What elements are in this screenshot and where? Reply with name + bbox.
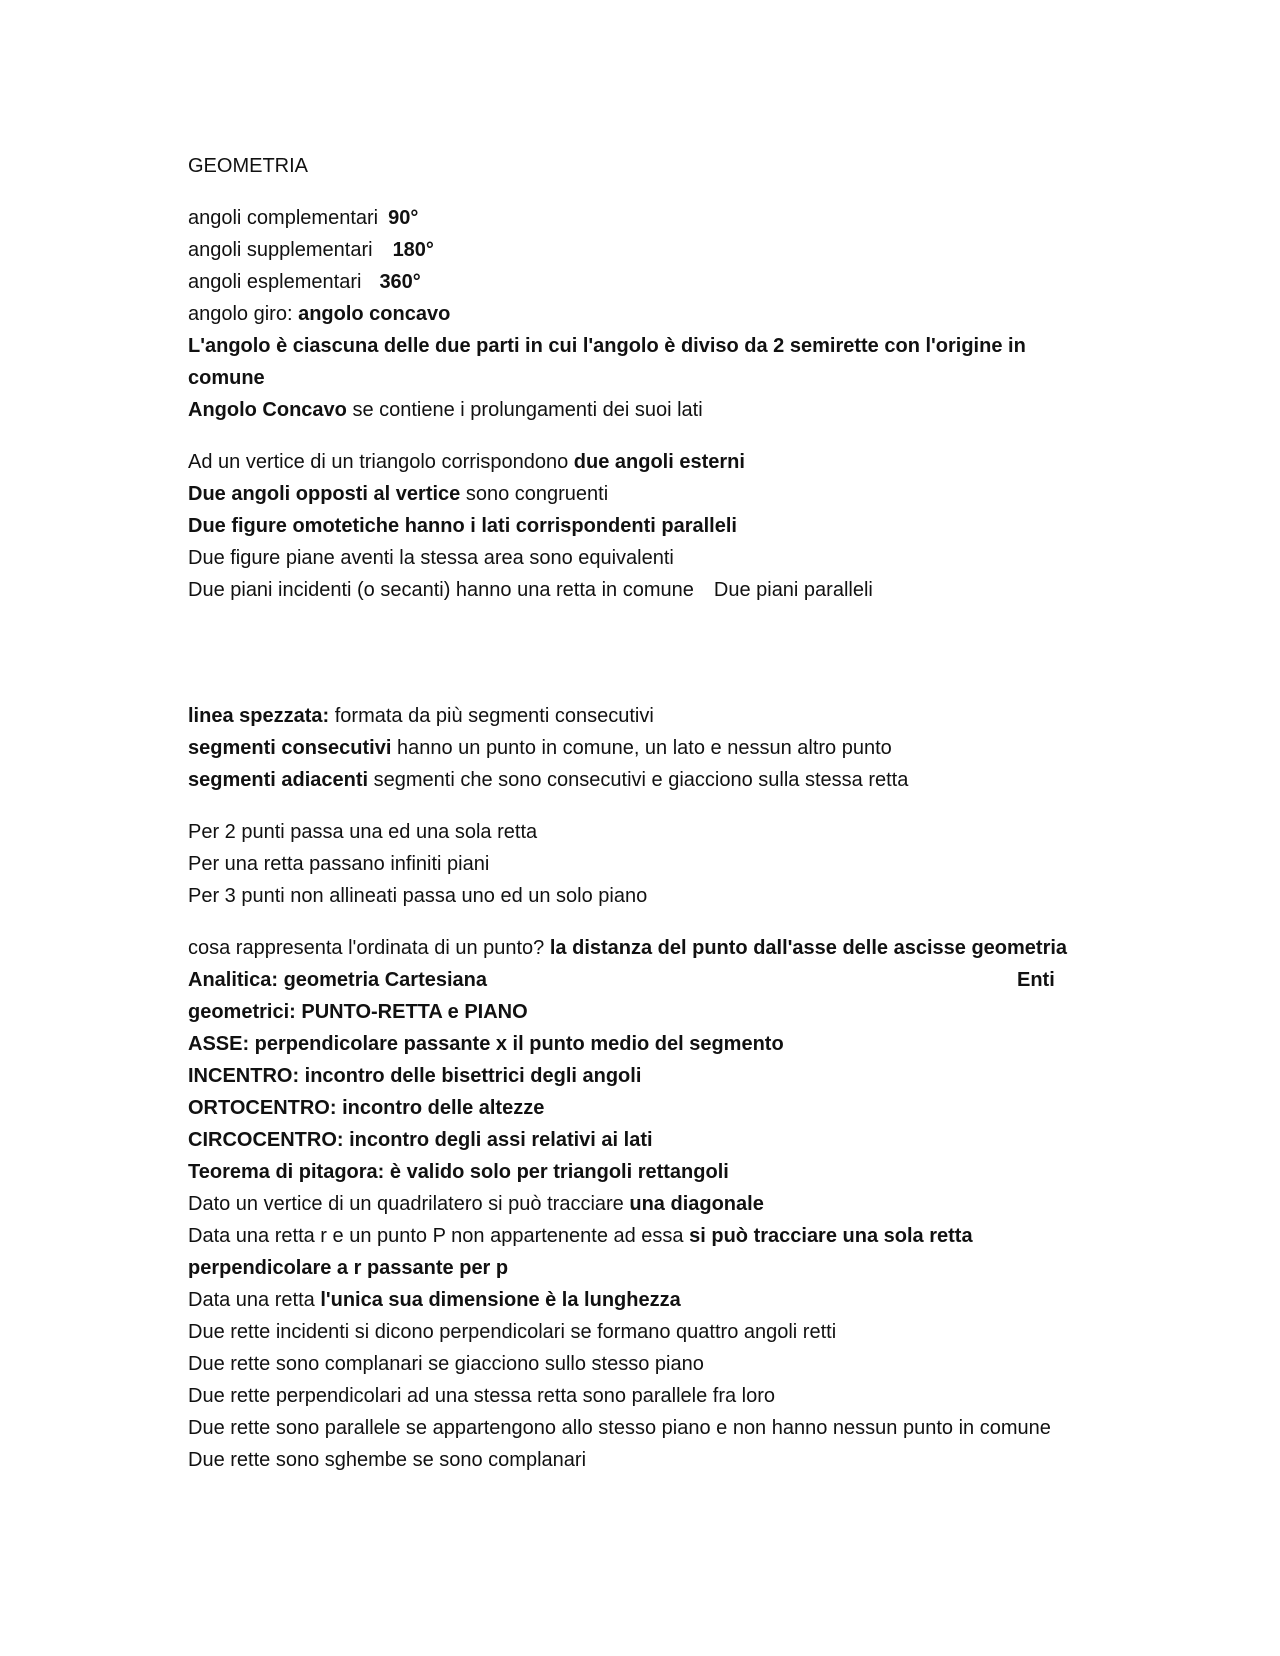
document-title: GEOMETRIA bbox=[188, 155, 309, 177]
line-ordinata: cosa rappresenta l'ordinata di un punto? la distanza del punto dall'asse delle ascisse geometria Analitica: geometria Cartesiana Enti geometrici: PUNTO-RETTA e PIANO bbox=[188, 937, 1068, 1023]
line-circocentro: CIRCOCENTRO: incontro degli assi relativi ai lati bbox=[188, 1129, 653, 1151]
line-segmenti-consecutivi: segmenti consecutivi hanno un punto in comune, un lato e nessun altro punto bbox=[188, 737, 892, 759]
line-una-retta: Per una retta passano infiniti piani bbox=[188, 853, 490, 875]
line-retta-punto: Data una retta r e un punto P non appartenente ad essa si può tracciare una sola retta perpendicolare a r passante per p bbox=[188, 1225, 973, 1279]
line-incentro: INCENTRO: incontro delle bisettrici degli angoli bbox=[188, 1065, 642, 1087]
line-angolo-concavo: Angolo Concavo se contiene i prolungamenti dei suoi lati bbox=[188, 399, 703, 421]
line-angolo-giro: angolo giro: angolo concavo bbox=[188, 303, 451, 325]
line-esplementari: angoli esplementari 360° bbox=[188, 271, 421, 293]
line-ortocentro: ORTOCENTRO: incontro delle altezze bbox=[188, 1097, 545, 1119]
line-rette-perpendicolari: Due rette incidenti si dicono perpendicolari se formano quattro angoli retti bbox=[188, 1321, 837, 1343]
document-page bbox=[188, 150, 1088, 1496]
line-segmenti-adiacenti: segmenti adiacenti segmenti che sono consecutivi e giacciono sulla stessa retta bbox=[188, 769, 909, 791]
line-piani-incidenti: Due piani incidenti (o secanti) hanno una retta in comune Due piani paralleli bbox=[188, 579, 873, 601]
line-rette-parallele: Due rette sono parallele se appartengono allo stesso piano e non hanno nessun punto in comune bbox=[188, 1417, 1051, 1439]
line-quadrilatero: Dato un vertice di un quadrilatero si può tracciare una diagonale bbox=[188, 1193, 764, 1215]
blank-space bbox=[188, 626, 1088, 700]
line-angoli-opposti: Due angoli opposti al vertice sono congruenti bbox=[188, 483, 609, 505]
line-pitagora: Teorema di pitagora: è valido solo per triangoli rettangoli bbox=[188, 1161, 729, 1183]
line-complementari: angoli complementari 90° bbox=[188, 207, 419, 229]
paragraph-figure bbox=[188, 446, 1088, 606]
line-asse: ASSE: perpendicolare passante x il punto medio del segmento bbox=[188, 1033, 784, 1055]
paragraph-postulati bbox=[188, 816, 1088, 912]
line-due-punti: Per 2 punti passa una ed una sola retta bbox=[188, 821, 538, 843]
line-rette-sghembe: Due rette sono sghembe se sono complanari bbox=[188, 1449, 587, 1471]
line-supplementari: angoli supplementari 180° bbox=[188, 239, 434, 261]
paragraph-angoli bbox=[188, 202, 1088, 426]
line-figure-omotetiche: Due figure omotetiche hanno i lati corrispondenti paralleli bbox=[188, 515, 737, 537]
line-tre-punti: Per 3 punti non allineati passa uno ed un solo piano bbox=[188, 885, 648, 907]
paragraph-geometria-analitica bbox=[188, 932, 1088, 1476]
line-linea-spezzata: linea spezzata: formata da più segmenti consecutivi bbox=[188, 705, 654, 727]
line-figure-equivalenti: Due figure piane aventi la stessa area sono equivalenti bbox=[188, 547, 674, 569]
line-rette-complanari: Due rette sono complanari se giacciono sullo stesso piano bbox=[188, 1353, 704, 1375]
line-definizione-angolo: L'angolo è ciascuna delle due parti in cui l'angolo è diviso da 2 semirette con l'origine in comune bbox=[188, 335, 1026, 389]
line-angoli-esterni: Ad un vertice di un triangolo corrispondono due angoli esterni bbox=[188, 451, 745, 473]
line-dimensione-retta: Data una retta l'unica sua dimensione è la lunghezza bbox=[188, 1289, 681, 1311]
line-rette-parallele-fra-loro: Due rette perpendicolari ad una stessa retta sono parallele fra loro bbox=[188, 1385, 776, 1407]
paragraph-segmenti bbox=[188, 700, 1088, 796]
